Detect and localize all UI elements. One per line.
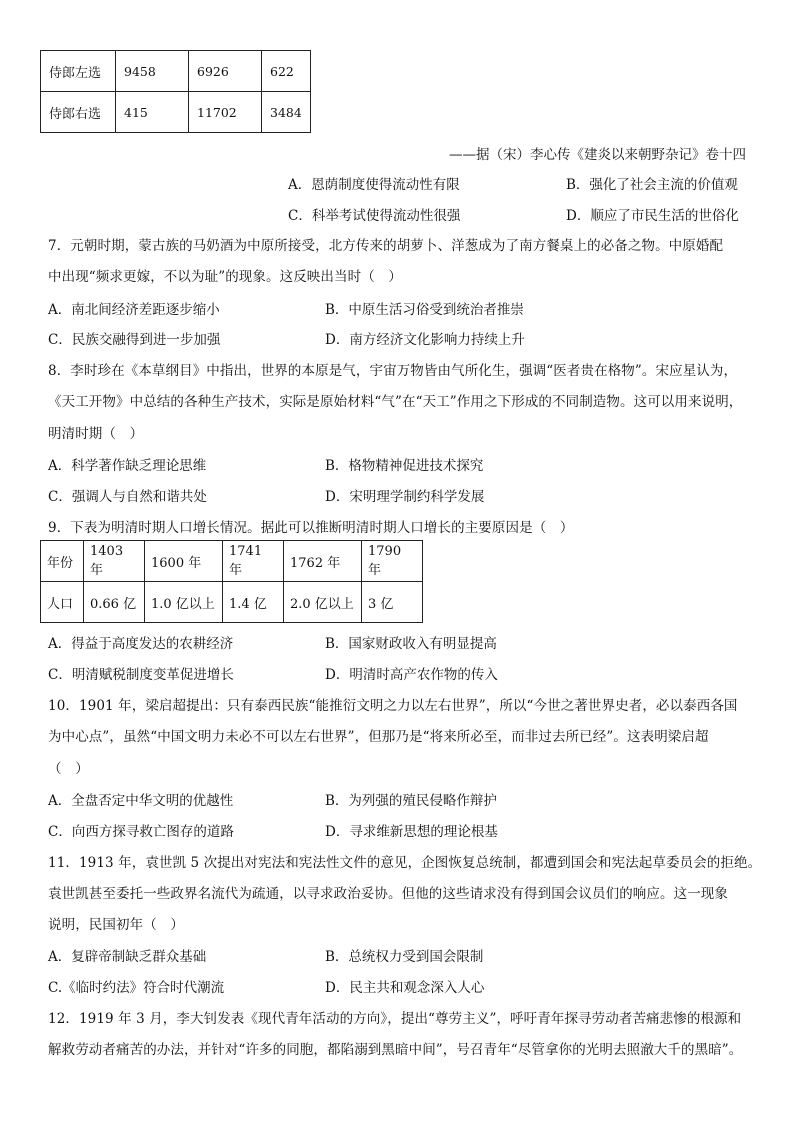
q12-stem-line-2: 解救劳动者痛苦的办法，并针对“许多的同胞，都陷溺到黑暗中间”，号召青年“尽管拿你的光明去照澈大千的黑暗”。 bbox=[48, 1042, 743, 1058]
table-cell: 2.0 亿以上 bbox=[284, 582, 362, 623]
table-cell: 1.0 亿以上 bbox=[145, 582, 223, 623]
q10-stem-line-3: （ ） bbox=[48, 761, 89, 777]
q8-option-a: A．科学著作缺乏理论思维 bbox=[48, 458, 207, 474]
q8-option-d: D．宋明理学制约科学发展 bbox=[325, 489, 485, 505]
table-cell: 9458 bbox=[116, 51, 189, 92]
q10-stem-line-1: 10．1901 年，梁启超提出：只有泰西民族“能推衍文明之力以左右世界”，所以“今世之著世界史者，必以泰西各国 bbox=[48, 698, 738, 714]
table-cell: 1741 年 bbox=[223, 541, 284, 582]
q8-option-c: C．强调人与自然和谐共处 bbox=[48, 489, 207, 505]
q9-option-c: C．明清赋税制度变革促进增长 bbox=[48, 667, 234, 683]
q6-option-c: C．科举考试使得流动性很强 bbox=[288, 208, 461, 224]
table-row bbox=[41, 51, 311, 92]
q11-option-a: A．复辟帝制缺乏群众基础 bbox=[48, 949, 207, 965]
q7-option-c: C．民族交融得到进一步加强 bbox=[48, 332, 221, 348]
table-cell: 6926 bbox=[189, 51, 262, 92]
q8-option-b: B．格物精神促进技术探究 bbox=[325, 458, 484, 474]
table-cell: 人口 bbox=[41, 582, 84, 623]
q6-option-b: B．强化了社会主流的价值观 bbox=[566, 177, 738, 193]
table-cell: 0.66 亿 bbox=[84, 582, 145, 623]
q10-stem-line-2: 为中心点”，虽然“中国文明力未必不可以左右世界”，但那乃是“将来所必至，而非过去所已经”。这表明梁启超 bbox=[48, 729, 709, 745]
table-cell: 1790 年 bbox=[362, 541, 423, 582]
table-row bbox=[41, 541, 423, 582]
q7-option-d: D．南方经济文化影响力持续上升 bbox=[325, 332, 525, 348]
source-citation: ——据（宋）李心传《建炎以来朝野杂记》卷十四 bbox=[449, 147, 746, 163]
q10-option-b: B．为列强的殖民侵略作辩护 bbox=[325, 793, 497, 809]
q8-stem-line-1: 8．李时珍在《本草纲目》中指出，世界的本原是气，宇宙万物皆由气所化生，强调“医者贵在格物”。宋应星认为， bbox=[48, 363, 738, 379]
table-cell: 1.4 亿 bbox=[223, 582, 284, 623]
table-cell: 侍郎左选 bbox=[41, 51, 116, 92]
table-row bbox=[41, 92, 311, 133]
table-cell: 1600 年 bbox=[145, 541, 223, 582]
table-cell: 622 bbox=[262, 51, 311, 92]
table-cell: 11702 bbox=[189, 92, 262, 133]
table-cell: 1762 年 bbox=[284, 541, 362, 582]
table-cell: 1403 年 bbox=[84, 541, 145, 582]
q11-option-d: D．民主共和观念深入人心 bbox=[325, 980, 485, 996]
table-cell: 年份 bbox=[41, 541, 84, 582]
q9-option-b: B．国家财政收入有明显提高 bbox=[325, 636, 497, 652]
table-cell: 3 亿 bbox=[362, 582, 423, 623]
table-cell: 侍郎右选 bbox=[41, 92, 116, 133]
q10-option-c: C．向西方探寻救亡图存的道路 bbox=[48, 824, 234, 840]
q7-stem-line-1: 7．元朝时期，蒙古族的马奶酒为中原所接受，北方传来的胡萝卜、洋葱成为了南方餐桌上的必备之物。中原婚配 bbox=[48, 238, 724, 254]
q9-option-d: D．明清时高产农作物的传入 bbox=[325, 667, 498, 683]
q11-option-c: C.《临时约法》符合时代潮流 bbox=[48, 980, 225, 996]
q9-option-a: A．得益于高度发达的农耕经济 bbox=[48, 636, 234, 652]
q7-stem-line-2: 中出现“频求更嫁，不以为耻”的现象。这反映出当时（ ） bbox=[48, 269, 403, 285]
q6-option-a: A．恩荫制度使得流动性有限 bbox=[288, 177, 460, 193]
q11-stem-line-3: 说明，民国初年（ ） bbox=[48, 917, 184, 933]
table-row bbox=[41, 582, 423, 623]
q8-stem-line-2: 《天工开物》中总结的各种生产技术，实际是原始材料“气”在“天工”作用之下形成的不同制造物。这可以用来说明， bbox=[48, 394, 743, 410]
table-cell: 3484 bbox=[262, 92, 311, 133]
table-cell: 415 bbox=[116, 92, 189, 133]
q6-option-d: D．顺应了市民生活的世俗化 bbox=[566, 208, 739, 224]
q11-stem-line-2: 袁世凯甚至委托一些政界名流代为疏通，以寻求政治妥协。但他的这些请求没有得到国会议员们的响应。这一现象 bbox=[48, 886, 728, 902]
q8-stem-line-3: 明清时期（ ） bbox=[48, 426, 144, 442]
q11-stem-line-1: 11．1913 年，袁世凯 5 次提出对宪法和宪法性文件的意见，企图恢复总统制，都遭到国会和宪法起草委员会的拒绝。 bbox=[48, 855, 762, 871]
population-table bbox=[40, 540, 423, 623]
q7-option-a: A．南北间经济差距逐步缩小 bbox=[48, 302, 220, 318]
selection-table bbox=[40, 50, 311, 133]
q12-stem-line-1: 12．1919 年 3 月，李大钊发表《现代青年活动的方向》，提出“尊劳主义”，呼吁青年探寻劳动者苦痛悲惨的根源和 bbox=[48, 1011, 742, 1027]
q9-stem-line-1: 9．下表为明清时期人口增长情况。据此可以推断明清时期人口增长的主要原因是（ ） bbox=[48, 520, 574, 536]
q7-option-b: B．中原生活习俗受到统治者推崇 bbox=[325, 302, 524, 318]
q11-option-b: B．总统权力受到国会限制 bbox=[325, 949, 484, 965]
q10-option-a: A．全盘否定中华文明的优越性 bbox=[48, 793, 234, 809]
q10-option-d: D．寻求维新思想的理论根基 bbox=[325, 824, 498, 840]
